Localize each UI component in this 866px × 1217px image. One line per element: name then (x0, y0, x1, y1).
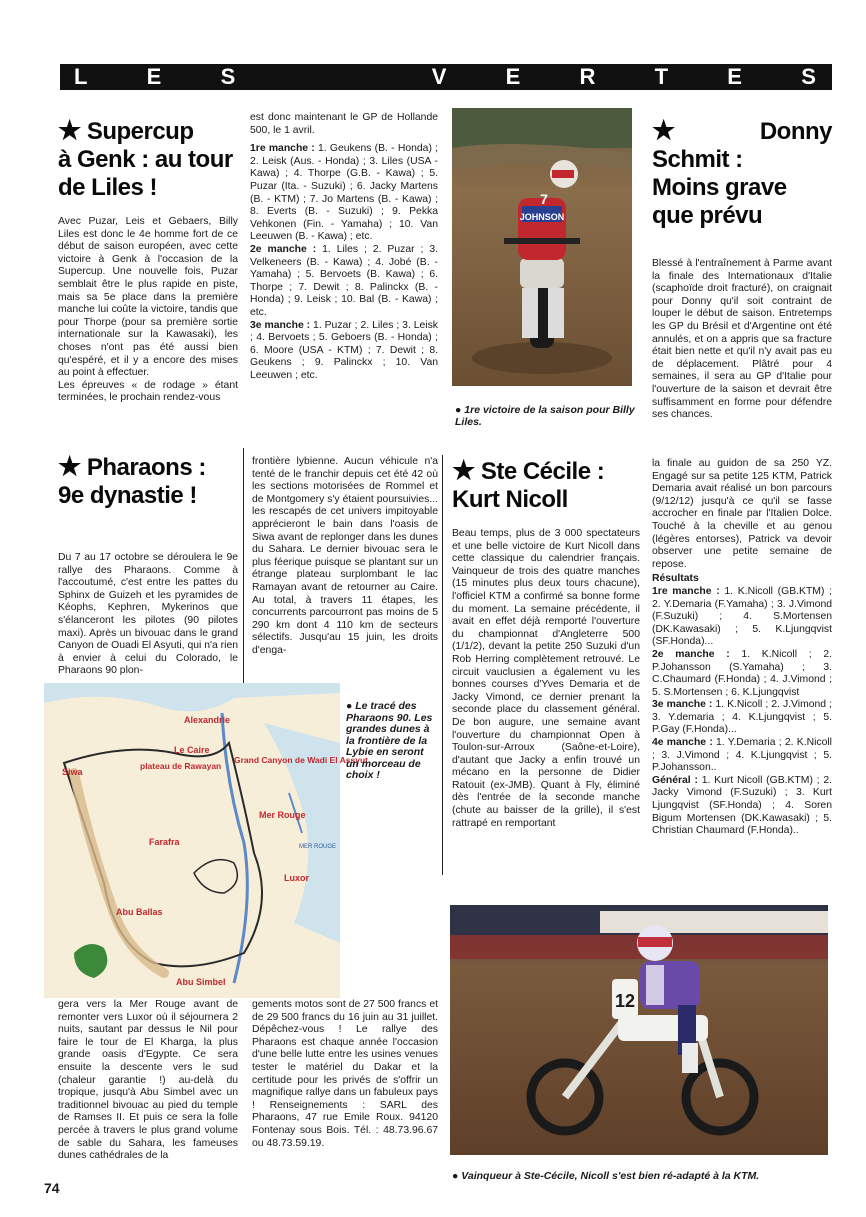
section-header-band (60, 64, 832, 90)
cecile-general: Général : 1. Kurt Nicoll (GB.KTM) ; 2. Jacky Vimond (F.Suzuki) ; 3. Kurt Ljungqvist (SF.Honda) ; 4. Soren Bigum Mortensen (DK.Kawasaki) ; 5. Christian Chaumard (F.Honda).. (652, 774, 832, 837)
map-caption: ● Le tracé des Pharaons 90. Les grandes dunes à la frontière de la Lybie en seront un morceau de choix ! (346, 700, 433, 781)
pharaons-col2-bottom: gements motos sont de 27 500 francs et de 29 500 francs du 16 juin au 31 juillet. Dépêchez-vous ! Le rallye des Pharaons est chaque année l'occasion d'une belle lutte entre les usines venues tester le matériel du Dakar et la certitude pour les privés de s'offrir un magnifique rallye dans un fabuleux pays ! Renseignements : SARL des Pharaons, 47 rue Emile Roux. 94120 Fontenay sous Bois. Tél. : 48.73.96.67 ou 48.73.59.19. (252, 999, 438, 1149)
cecile-article (452, 456, 640, 830)
cecile-headline: ★ Ste Cécile : Kurt Nicoll (452, 455, 605, 513)
map-label: plateau de Rawayan (140, 761, 222, 771)
pharaons-article (58, 452, 238, 678)
results-title: Résultats (652, 573, 699, 585)
band-letter: R (579, 64, 598, 89)
column-rule (442, 455, 443, 875)
column-rule (243, 448, 244, 688)
map-label: Farafra (149, 837, 180, 847)
rider-photo (452, 108, 632, 386)
map-label: MER ROUGE (299, 844, 337, 850)
cecile-manche-3: 3e manche : 1. K.Nicoll ; 2. J.Vimond ; 3. Y.demaria ; 4. K.Ljungqvist ; 5. P.Gay (F.Honda)... (652, 699, 832, 736)
cecile-body: Beau temps, plus de 3 000 spectateurs et une belle victoire de Kurt Nicoll dans cette classique du calendrier français. Vainqueur de trois des quatre manches (15 minutes plus deux tours chacune), l'officiel KTM a confirmé sa bonne forme du moment. La semaine précédente, il avait en effet déjà remporté l'ouverture du championnat d'Angleterre 500 (1/1/2), devant la petite 250 Suzuki d'un Rob Herring complètement retrouvé. Le circuit vauclusien a également vu les bonnes courses d'Yves Demaria et de Jacky Vimond, ce dernier prenant la seconde place du classement général. De bon augure, une semaine avant l'ouverture du championnat Open à Toulon-sur-Arroux (Saône-et-Loire), d'autant que Jacky a enfin trouvé un mécano en la personne de Didier Ratouit (ex-JMB). Quant à Fly, éliminé dès l'entrée de la seconde manche (chute au baisser de la grille), il s'est rattrapé en remportant (452, 528, 640, 829)
jersey-number: 7 (540, 191, 548, 207)
supercup-p1: Avec Puzar, Leis et Gebaers, Billy Liles est donc le 4e homme fort de ce début de saison européen, avec cette victoire à Genk à l'occasion de la Supercup. Une nouvelle fois, Puzar semblait être le plus rapide en piste, mais sa 5e place dans la première manche lui coûte la victoire, tandis que pour Thorpe (pour sa première sortie internationale sur la Kawasaki), les choses n'ont pas été aussi bien qu'espéré, et il y a encore des mises au point à effectuer. (58, 216, 238, 379)
photo1-caption: ● 1re victoire de la saison pour Billy Liles. (455, 404, 635, 428)
cecile-manche-1: 1re manche : 1. K.Nicoll (GB.KTM) ; 2. Y.Demaria (F.Yamaha) ; 3. J.Vimond (F.Suzuki) ; 4. S.Mortensen (DK.Kawasaki) ; 5. K.Ljungqvist (SF.Honda)... (652, 585, 833, 648)
band-letter: V (431, 64, 449, 89)
star-icon: ★ (58, 115, 81, 145)
map-label: Alexandrie (184, 715, 231, 725)
pharaons-headline: ★ Pharaons : 9e dynastie ! (58, 451, 206, 509)
map-label: Mer Rouge (259, 810, 306, 820)
band-letter: E (146, 64, 164, 89)
supercup-manche-3: 3e manche : 1. Puzar ; 2. Liles ; 3. Leisk ; 4. Bervoets ; 5. Geboers (B. - Honda) ; 6. Moore (USA - KTM) ; 7. Dewit ; 8. Geukens ; 9. Palinckx ; 10. Van Leeuwen ; etc. (250, 319, 438, 381)
cecile-results (652, 458, 832, 838)
photo-billy-liles (452, 108, 632, 386)
cecile-col2: la finale au guidon de sa 250 YZ. Engagé sur sa petite 125 KTM, Patrick Demaria avait réalisé un bon parcours (9/12/12) jusqu'à ce qu'il se fasse accrocher en finale par l'Italien Dolce. Touché à la cheville et au genou (légères entorses), Patrick va devoir observer une petite semaine de repose. (652, 458, 832, 570)
schmit-body: Blessé à l'entraînement à Parme avant la finale des Internationaux d'Italie (scaphoïde droit fracturé), on craignait pour Donny qu'il soit contraint de louper le début de saison. Entretemps les GP du Brésil et d'Argentine ont été annulés, et on a appris que sa fracture était bien nette et qu'il n'y avait pas eu de déplacement. Plâtré pour 4 semaines, il sera au GP d'Italie pour l'ouverture de la saison et devrait être suffisamment en forme pour défendre ses chances. (652, 258, 832, 421)
band-letter: T (654, 64, 671, 89)
cecile-manche-2: 2e manche : 1. K.Nicoll ; 2. P.Johansson (S.Yamaha) ; 3. C.Chaumard (F.Honda) ; 4. J.Vimond ; 5. S.Mortensen ; 6. K.Ljungqvist (652, 648, 832, 698)
star-icon: ★ (652, 115, 754, 145)
map-label: Grand Canyon de Wadi El Assyut (234, 755, 368, 765)
map-label: Siwa (62, 767, 83, 777)
supercup-p2: Les épreuves « de rodage » étant terminées, le prochain rendez-vous (58, 379, 238, 404)
map-label: Luxor (284, 873, 310, 883)
egypt-map (44, 683, 368, 998)
supercup-manche-1: 1re manche : 1. Geukens (B. - Honda) ; 2. Leisk (Aus. - Honda) ; 3. Liles (USA - Kawa) ; 4. Thorpe (G.B. - Kawa) ; 5. Puzar (Ita. - Suzuki) ; 6. Jacky Martens (B. - KTM) ; 7. Jo Martens (B. - Kawa) ; 8. Everts (B. - Suzuki) ; 9. Pekka Vehkonen (Fin. - Yamaha) ; 10. Van Leeuwen (B. - Kawa) ; etc. (250, 143, 439, 243)
supercup-p3: est donc maintenant le GP de Hollande 500, le 1 avril. (250, 112, 438, 136)
star-icon: ★ (58, 451, 81, 481)
band-letter: S (801, 64, 818, 89)
supercup-results (250, 112, 438, 382)
photo-kurt-nicoll (450, 905, 828, 1155)
page-number: 74 (44, 1180, 60, 1196)
map-label: Abu Ballas (116, 907, 163, 917)
map-label: Le Caire (174, 745, 210, 755)
band-letter: L (74, 64, 90, 89)
band-letter: E (505, 64, 523, 89)
supercup-manche-2: 2e manche : 1. Liles ; 2. Puzar ; 3. Velkeneers (B. - Kawa) ; 4. Jobé (B. - Yamaha) ; 5. Bervoets (B. Kawa) ; 6. Thorpe ; 7. Dewit ; 8. Palinckx (B. - Honda) ; 9. Leisk ; 10. Bal (B. - Kawa) ; etc. (250, 243, 439, 318)
supercup-headline: ★ Supercup à Genk : au tour de Liles ! (58, 115, 233, 201)
band-letter: E (727, 64, 744, 89)
cecile-manche-4: 4e manche : 1. Y.Demaria ; 2. K.Nicoll ; 3. J.Vimond ; 4. K.Ljungqvist ; 5. P.Johansson.. (652, 737, 832, 774)
map-label: Abu Simbel (176, 977, 226, 987)
schmit-article (652, 116, 832, 422)
pharaons-p1: Du 7 au 17 octobre se déroulera le 9e rallye des Pharaons. Comme à l'accoutumé, c'est entre les pattes du Sphinx de Guizeh et les pyramides de Kéophs, Kephren, Mykerinos que s'élanceront les pilotes (90 pilotes maxi). Après un bivouac dans le grand Canyon de Ouadi El Asyuti, qui n'a rien à envier à celui du Colorado, le Pharaons 90 plon- (58, 552, 238, 677)
supercup-article (58, 116, 238, 405)
photo2-caption: ● Vainqueur à Ste-Cécile, Nicoll s'est bien ré-adapté à la KTM. (452, 1170, 760, 1182)
band-letter: S (220, 64, 238, 89)
rally-route-map (44, 683, 368, 998)
star-icon: ★ (452, 455, 475, 485)
pharaons-col1-bottom: gera vers la Mer Rouge avant de remonter vers Luxor où il séjournera 2 nuits, sautant par dessus le Nil pour faire le tour de El Kharga, la plus grande oasis d'Egypte. Ce sera ensuite la descente vers le sud (chaleur garantie !) au-delà du tropique, jusqu'à Abu Simbel avec un traditionnel bivouac au pied du temple de Ramses II. Et puis ce sera la folle percée à travers le plus grand volume de sable du Sahara, les fameuses dunes cathédrales de la (58, 999, 238, 1162)
jersey-sponsor: JOHNSON (519, 212, 565, 222)
rider-photo (450, 905, 828, 1155)
pharaons-col2: frontière lybienne. Aucun véhicule n'a tenté de le franchir depuis cet été 42 où les sections motorisées de Rommel et de Montgomery s'y étaient poursuivies... les rescapés de cet univers impitoyable apprécieront le bain dans l'oasis de Siwa avant de replonger dans les dunes du Sahara. Le dernier bivouac sera le plus féerique puisque se plantant sur un étrange plateau surplombant le lac Ramayan avant de retourner au Caire. Au total, à travers 11 étapes, les concurrents parcourront pas moins de 5 290 km dont 4 110 km de secteurs sélectifs. Jusqu'au 15 juin, les droits d'enga- (252, 456, 438, 656)
schmit-headline: ★ Donny Schmit : Moins grave que prévu (652, 115, 832, 229)
plate-number: 12 (614, 991, 636, 1011)
